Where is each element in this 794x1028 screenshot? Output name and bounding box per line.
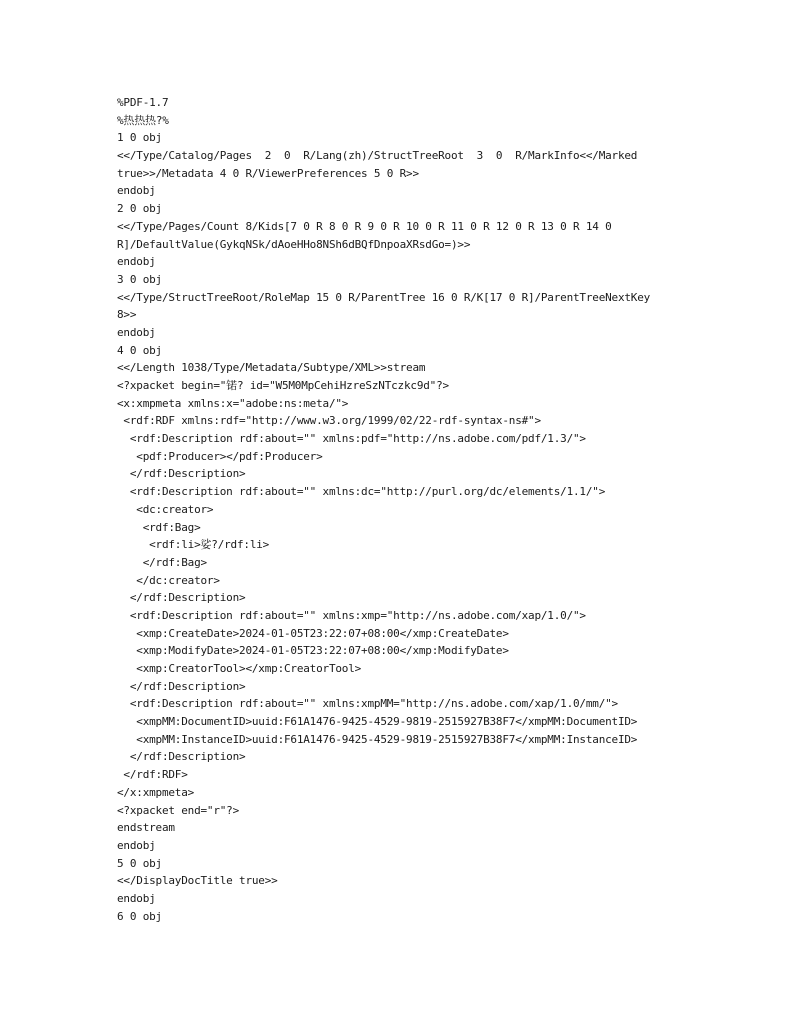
source-line: endobj xyxy=(117,325,156,339)
source-line: 6 0 obj xyxy=(117,909,162,923)
source-line: </rdf:Description> xyxy=(117,467,246,481)
source-line: endobj xyxy=(117,255,156,269)
source-line: <x:xmpmeta xmlns:x="adobe:ns:meta/"> xyxy=(117,396,349,410)
source-line: R]/DefaultValue(GykqNSk/dAoeHHo8NSh6dBQfDnpoaXRsdGo=)>> xyxy=(117,237,471,251)
source-line: <xmpMM:InstanceID>uuid:F61A1476-9425-4529-9819-2515927B38F7</xmpMM:InstanceID> xyxy=(117,732,638,746)
source-line: 5 0 obj xyxy=(117,856,162,870)
source-line: %热热热?% xyxy=(117,113,169,127)
source-line: <xmp:CreatorTool></xmp:CreatorTool> xyxy=(117,662,362,675)
source-line: <xmpMM:DocumentID>uuid:F61A1476-9425-4529-9819-2515927B38F7</xmpMM:DocumentID> xyxy=(117,715,638,729)
source-line: </dc:creator> xyxy=(117,573,220,587)
source-line: <rdf:Description rdf:about="" xmlns:dc="http://purl.org/dc/elements/1.1/"> xyxy=(117,485,606,499)
source-line: endobj xyxy=(117,838,156,852)
source-line: </rdf:Description> xyxy=(117,679,246,693)
source-line: <rdf:Bag> xyxy=(117,520,201,534)
source-line: %PDF-1.7 xyxy=(117,96,169,109)
source-line: <rdf:RDF xmlns:rdf="http://www.w3.org/1999/02/22-rdf-syntax-ns#"> xyxy=(117,414,541,428)
source-line: endstream xyxy=(117,821,175,835)
source-line: <?xpacket begin="锘? id="W5M0MpCehiHzreSzNTczkc9d"?> xyxy=(117,379,449,392)
source-line: 4 0 obj xyxy=(117,343,162,357)
source-line: 8>> xyxy=(117,308,137,322)
source-line: 1 0 obj xyxy=(117,131,162,145)
source-line: <xmp:ModifyDate>2024-01-05T23:22:07+08:00</xmp:ModifyDate> xyxy=(117,644,509,658)
source-line: <rdf:Description rdf:about="" xmlns:xmpMM="http://ns.adobe.com/xap/1.0/mm/"> xyxy=(117,697,618,711)
source-line: <?xpacket end="r"?> xyxy=(117,803,240,817)
source-line: <</Type/Catalog/Pages 2 0 R/Lang(zh)/StructTreeRoot 3 0 R/MarkInfo<</Marked xyxy=(117,149,638,163)
source-line: </rdf:RDF> xyxy=(117,768,188,782)
source-line: <</Type/StructTreeRoot/RoleMap 15 0 R/ParentTree 16 0 R/K[17 0 R]/ParentTreeNextKey xyxy=(117,290,651,304)
source-line: <rdf:li>娑?/rdf:li> xyxy=(117,538,270,552)
source-line: endobj xyxy=(117,184,156,198)
source-line: <</Type/Pages/Count 8/Kids[7 0 R 8 0 R 9 0 R 10 0 R 11 0 R 12 0 R 13 0 R 14 0 xyxy=(117,219,612,233)
source-line: </rdf:Bag> xyxy=(117,555,207,569)
source-line: <</Length 1038/Type/Metadata/Subtype/XML>>stream xyxy=(117,361,426,375)
source-line: 3 0 obj xyxy=(117,272,162,286)
source-line: </rdf:Description> xyxy=(117,750,246,764)
pdf-source-text xyxy=(117,94,687,925)
source-line: endobj xyxy=(117,891,156,905)
source-line: <rdf:Description rdf:about="" xmlns:xmp="http://ns.adobe.com/xap/1.0/"> xyxy=(117,608,586,622)
source-line: <xmp:CreateDate>2024-01-05T23:22:07+08:00</xmp:CreateDate> xyxy=(117,626,509,640)
source-line: <rdf:Description rdf:about="" xmlns:pdf="http://ns.adobe.com/pdf/1.3/"> xyxy=(117,432,586,446)
source-line: <pdf:Producer></pdf:Producer> xyxy=(117,449,323,463)
source-line: 2 0 obj xyxy=(117,202,162,216)
source-line: <dc:creator> xyxy=(117,502,214,516)
source-line: <</DisplayDocTitle true>> xyxy=(117,874,278,888)
source-line: </rdf:Description> xyxy=(117,591,246,605)
source-line: </x:xmpmeta> xyxy=(117,785,195,799)
source-line: true>>/Metadata 4 0 R/ViewerPreferences 5 0 R>> xyxy=(117,166,419,180)
